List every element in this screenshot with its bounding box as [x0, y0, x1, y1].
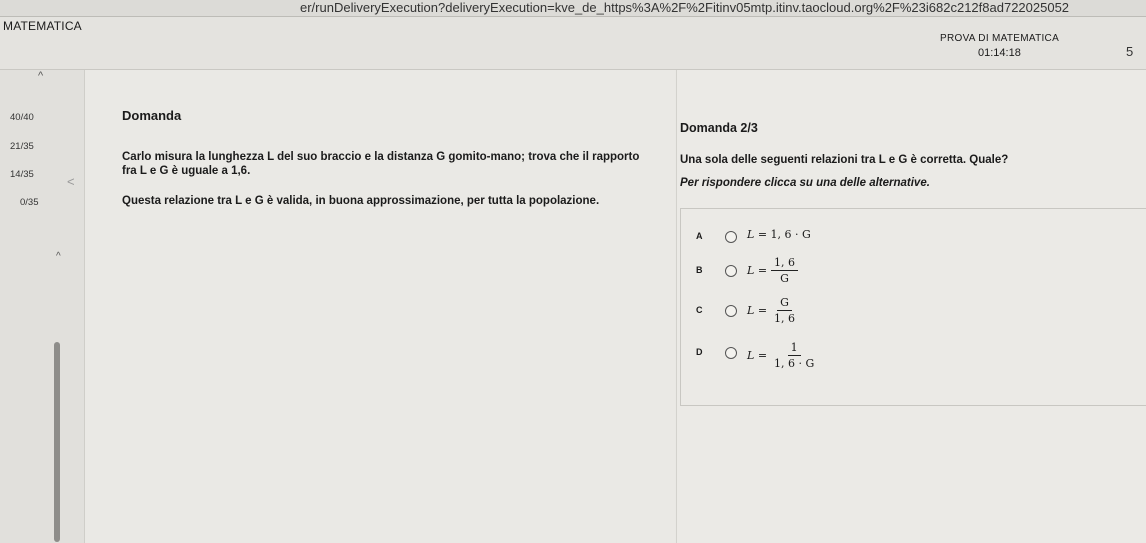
question-text-line: fra L e G è uguale a 1,6. [122, 165, 251, 177]
radio-button[interactable] [725, 305, 737, 317]
collapse-up-icon[interactable]: ^ [38, 70, 44, 82]
choice-formula [747, 256, 798, 285]
choice-formula [747, 296, 798, 325]
formula-variable: L [747, 304, 755, 317]
radio-button[interactable] [725, 231, 737, 243]
radio-button[interactable] [725, 347, 737, 359]
formula-variable: L [747, 264, 755, 277]
fraction-numerator: 1 [788, 341, 801, 356]
fraction-numerator: G [777, 296, 792, 311]
section-score[interactable]: 21/35 [10, 141, 34, 152]
formula-equals: = [757, 264, 768, 277]
section-score[interactable]: 40/40 [10, 112, 34, 123]
sidebar-scrollbar[interactable] [54, 342, 60, 542]
collapse-up-icon[interactable]: ^ [56, 251, 61, 262]
url-text: er/runDeliveryExecution?deliveryExecution=kve_de_https%3A%2F%2Fitinv05mtp.itinv.taocloud.org%2F%23i682c212f8ad722025052 [300, 0, 1070, 15]
choice-a[interactable] [681, 221, 1146, 255]
fraction-numerator: 1, 6 [771, 256, 798, 271]
radio-button[interactable] [725, 265, 737, 277]
formula-expression: 1, 6 · G [770, 228, 811, 241]
chevron-left-icon[interactable]: < [67, 174, 75, 189]
test-title: PROVA DI MATEMATICA [940, 33, 1060, 44]
choice-letter: C [696, 305, 703, 315]
fraction-denominator: 1, 6 · G [774, 357, 815, 370]
choice-d[interactable] [681, 339, 1146, 373]
header-side-mark: 5 [1126, 44, 1134, 59]
fraction-denominator: 1, 6 [774, 312, 796, 325]
choice-formula [747, 228, 811, 241]
fraction [771, 341, 817, 370]
choice-letter: B [696, 265, 703, 275]
browser-url-bar[interactable] [0, 0, 1146, 17]
answer-heading: Domanda 2/3 [680, 121, 758, 135]
question-text-line: Questa relazione tra L e G è valida, in buona approssimazione, per tutta la popolazione. [122, 195, 600, 207]
fraction [771, 256, 798, 285]
choice-list [680, 208, 1146, 406]
question-heading: Domanda [122, 108, 182, 123]
fraction [771, 296, 798, 325]
answer-instruction: Per rispondere clicca su una delle alternative. [680, 177, 930, 189]
countdown-timer: 01:14:18 [978, 47, 1021, 59]
formula-equals: = [757, 304, 768, 317]
app-title: MATEMATICA [3, 19, 82, 33]
question-panel [85, 70, 675, 543]
fraction-denominator: G [780, 272, 789, 285]
section-score[interactable]: 14/35 [10, 169, 34, 180]
question-text-line: Carlo misura la lunghezza L del suo braccio e la distanza G gomito-mano; trova che il rapporto [122, 151, 640, 163]
choice-c[interactable] [681, 296, 1146, 330]
formula-variable: L [747, 228, 755, 241]
section-score[interactable]: 0/35 [20, 197, 39, 208]
answer-prompt: Una sola delle seguenti relazioni tra L e G è corretta. Quale? [680, 154, 1009, 166]
choice-letter: A [696, 231, 703, 241]
choice-b[interactable] [681, 253, 1146, 287]
formula-equals: = [757, 349, 768, 362]
choice-letter: D [696, 347, 703, 357]
choice-formula [747, 341, 817, 370]
formula-equals: = [757, 228, 768, 241]
sections-sidebar [0, 70, 85, 543]
formula-variable: L [747, 349, 755, 362]
